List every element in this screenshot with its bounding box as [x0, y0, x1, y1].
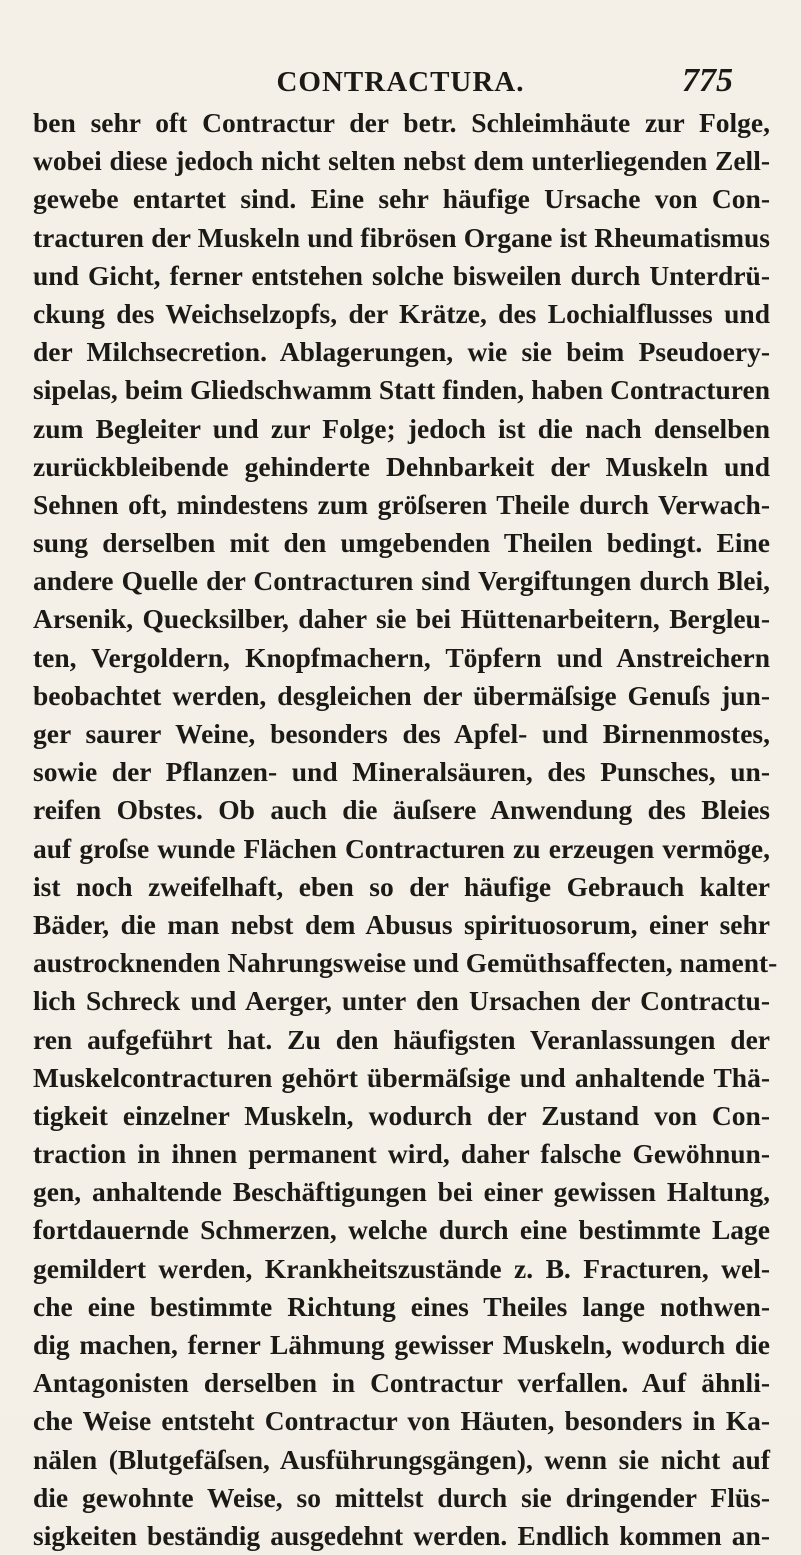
page-header [0, 62, 801, 102]
text-line: gewebe entartet sind. Eine sehr häufige Ursache von Con- [33, 183, 770, 215]
text-line: tigkeit einzelner Muskeln, wodurch der Zustand von Con- [33, 1099, 770, 1131]
text-line: sigkeiten beständig ausgedehnt werden. Endlich kommen an- [33, 1519, 770, 1551]
text-line: ger saurer Weine, besonders des Apfel- und Birnenmostes, [33, 718, 770, 749]
text-line: ist noch zweifelhaft, eben so der häufige Gebrauch kalter [33, 870, 770, 902]
text-line: sipelas, beim Gliedschwamm Statt finden, haben Contracturen [33, 374, 770, 406]
text-line: ten, Vergoldern, Knopfmachern, Töpfern und Anstreichern [33, 641, 770, 673]
text-line: reifen Obstes. Ob auch die äuſsere Anwendung des Bleies [33, 794, 770, 826]
text-line: andere Quelle der Contracturen sind Vergiftungen durch Blei, [33, 565, 770, 597]
body-text [33, 104, 778, 1555]
text-line: lich Schreck und Aerger, unter den Ursachen der Contractu- [33, 985, 770, 1017]
text-line: ben sehr oft Contractur der betr. Schleimhäute zur Folge, [33, 107, 770, 138]
text-line: wobei diese jedoch nicht selten nebst dem unterliegenden Zell- [33, 145, 770, 177]
text-line: che Weise entsteht Contractur von Häuten, besonders in Ka- [33, 1405, 770, 1437]
text-line: traction in ihnen permanent wird, daher falsche Gewöhnun- [33, 1138, 770, 1170]
text-line: ren aufgeführt hat. Zu den häufigsten Veranlassungen der [33, 1023, 770, 1055]
text-line: Bäder, die man nebst dem Abusus spirituosorum, einer sehr [33, 908, 770, 940]
text-line: beobachtet werden, desgleichen der übermäſsige Genuſs jun- [33, 679, 770, 711]
text-line: auf groſse wunde Flächen Contracturen zu erzeugen vermöge, [33, 832, 770, 864]
text-line: tracturen der Muskeln und fibrösen Organe ist Rheumatismus [33, 221, 770, 253]
text-line: Arsenik, Quecksilber, daher sie bei Hüttenarbeitern, Bergleu- [33, 603, 770, 635]
text-line: che eine bestimmte Richtung eines Theiles lange nothwen- [33, 1290, 770, 1322]
text-line: gen, anhaltende Beschäftigungen bei einer gewissen Haltung, [33, 1176, 770, 1208]
text-line: zum Begleiter und zur Folge; jedoch ist die nach denselben [33, 412, 770, 444]
text-line: und Gicht, ferner entstehen solche bisweilen durch Unterdrü- [33, 259, 770, 291]
text-line: zurückbleibende gehinderte Dehnbarkeit der Muskeln und [33, 450, 770, 482]
page-number: 775 [682, 62, 733, 99]
text-line: nälen (Blutgefäſsen, Ausführungsgängen), wenn sie nicht auf [33, 1443, 770, 1475]
text-line: sowie der Pflanzen- und Mineralsäuren, des Punsches, un- [33, 756, 770, 788]
text-line: fortdauernde Schmerzen, welche durch eine bestimmte Lage [33, 1214, 770, 1246]
text-line: der Milchsecretion. Ablagerungen, wie sie beim Pseudoery- [33, 336, 770, 368]
text-line: ckung des Weichselzopfs, der Krätze, des Lochialflusses und [33, 297, 770, 329]
text-line: Sehnen oft, mindestens zum gröſseren Theile durch Verwach- [33, 488, 770, 520]
text-line: austrocknenden Nahrungsweise und Gemüthsaffecten, nament- [33, 947, 778, 979]
text-line: gemildert werden, Krankheitszustände z. B. Fracturen, wel- [33, 1252, 770, 1284]
running-head: CONTRACTURA. [276, 66, 525, 98]
text-line: die gewohnte Weise, so mittelst durch sie dringender Flüs- [33, 1481, 770, 1513]
text-line: dig machen, ferner Lähmung gewisser Muskeln, wodurch die [33, 1329, 770, 1360]
text-line: Antagonisten derselben in Contractur verfallen. Auf ähnli- [33, 1367, 770, 1399]
text-line: sung derselben mit den umgebenden Theilen bedingt. Eine [33, 527, 770, 559]
text-line: Muskelcontracturen gehört übermäſsige und anhaltende Thä- [33, 1061, 770, 1093]
